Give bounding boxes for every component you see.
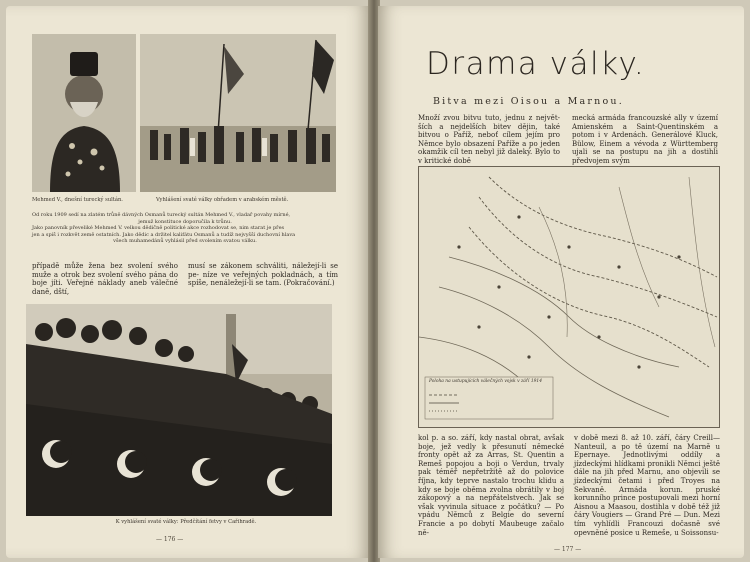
caption-fetva: K vyhlášení svaté války: Předčítání fetvy v Cařihradě. (115, 519, 257, 525)
left-body-column-1: případě může žena bez svolení svého muže a otrok bez svolení svého pána do boje jíti. Veřejné náklady aneb válečné daně, dští, (32, 262, 178, 296)
left-page (6, 6, 370, 558)
sultan-portrait-photo (32, 34, 136, 192)
page-number-right: — 177 — (554, 546, 582, 553)
caption-sultan: Mehmed V., dnešní turecký sultán. (32, 197, 123, 203)
holy-war-ceremony-photo (140, 34, 336, 192)
battle-map-drawing (419, 167, 719, 427)
right-bottom-column-1: kol p. a so. září, kdy nastal obrat, avšak boje, jež vedly k přesunutí německé fronty opět až za Arras, St. Quentin a Remeš popojou a boji o Verdun, trvaly pak téměř nepřetržitě až do polovice října, kdy teprve nastalo trochu klidu a kdy se boje oběma zvolna obrátily v boj zákopový a na nepřátelstvech. Jak se však vyvinula situace z počátku? — Po vpádu Němců z Belgie do severní Francie a po dobytí Maubeuge začalo ně- (418, 434, 564, 537)
right-top-column-1: Množí zvou bitvu tuto, jednu z největ- ších a nejdelších bitev dějin, také bitvou o Paříž, neboť cílem jejím pro Němce bylo obsazení Paříže a po jeden okamžik cíl ten nebyl již daleký. Bylo to v kritické době (418, 114, 560, 165)
intro-line: všech muhamedánů vyhlásil před svolením svatou válku. (113, 238, 257, 245)
right-top-column-2: mecká armáda francouzské ally v území Amienském a Saint-Quentinském a potom i v Ardenách. Generálové Kluck, Bülow, Einem a vévoda z Württemberg ujali se na postupu na jih a dostihli předvojem svým (572, 114, 718, 165)
caption-ceremony: Vyhlášení svaté války obřadem v arabském městě. (156, 197, 289, 203)
left-body-column-2: musí se zákonem schváliti, náležejí-li se pe- níze ve veřejných pokladnách, a tím spíše, nenáležejí-li se tam. (Pokračování.) (188, 262, 338, 288)
page-number-left: — 176 — (156, 536, 184, 543)
ceremony-crowd-image (140, 34, 336, 192)
intro-line: Jako panovník převeliké Mehmed V. velkou dědičně politické akce rozhodovat se, nim starat je přes (32, 225, 285, 232)
intro-line: Od roku 1909 sedí na zlatém trůně dávných Osmanů turecký sultán Mehmed V., vladař povahy mírné, (32, 212, 291, 218)
article-subtitle: Bitva mezi Oisou a Marnou. (433, 96, 624, 107)
intro-line: jen a spíš i rozkvět země ostatních. Jako dědic a držitel kalifátu Osmanů a tudíž nejvyšší duchovní hlava (32, 231, 296, 238)
map-legend: Poloha na ustupujících válečných vojsk v září 1914 (429, 379, 542, 384)
right-bottom-column-2: v době mezi 8. až 10. září, čáry Creill— Nanteuil, a po tě území na Marně u Epernaye. Jednotlivými oddíly a jízdeckými hlídkami pronikli Němci ještě dále na jih před Marnu, ano objevili se jízdeckými četami i před Troyes na Sekvaně. Armáda korun. pruské korunního prince postupovali mezi horní Aisnou a Maasou, dostihla v době též již čáry Vougiers — Grand Pré — Dun. Mezi tím vyhlídli Francouzi dočasně své opevněné posice u Remeše, u Soissonsu- (574, 434, 720, 537)
fetva-reading-photo (26, 304, 332, 516)
intro-line: jemuž konstituce doporučila k trůnu. (138, 218, 232, 225)
sultan-portrait-image (32, 34, 136, 192)
battle-map (418, 166, 720, 428)
fetva-crowd-image (26, 304, 332, 516)
right-page (378, 6, 744, 558)
article-title: Drama války. (426, 46, 646, 82)
intro-text (32, 212, 338, 245)
